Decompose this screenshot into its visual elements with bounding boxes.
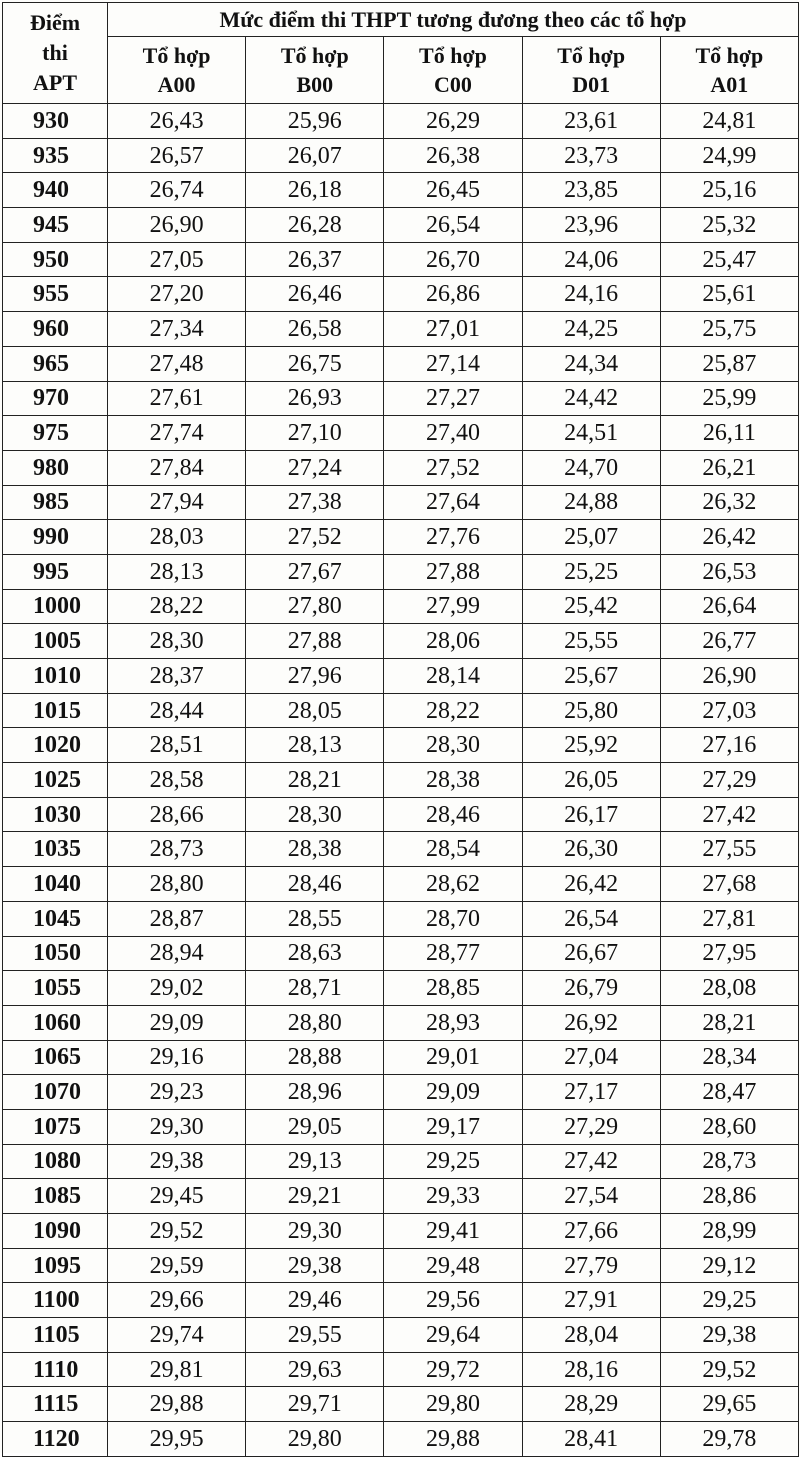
equivalent-score-cell: 28,86 — [660, 1179, 798, 1214]
equivalent-score-cell: 25,87 — [660, 346, 798, 381]
equivalent-score-cell: 25,25 — [522, 554, 660, 589]
equivalent-score-cell: 25,47 — [660, 242, 798, 277]
equivalent-score-cell: 27,20 — [108, 277, 246, 312]
table-row — [3, 589, 799, 624]
equivalent-score-cell: 26,11 — [660, 416, 798, 451]
equivalent-score-cell: 28,58 — [108, 763, 246, 798]
equivalent-score-cell: 26,67 — [522, 936, 660, 971]
table-body — [3, 104, 799, 1457]
apt-header-line: thi — [42, 40, 68, 65]
equivalent-score-cell: 26,57 — [108, 138, 246, 173]
equivalent-score-cell: 23,73 — [522, 138, 660, 173]
apt-score-cell: 980 — [3, 450, 108, 485]
table-row — [3, 763, 799, 798]
table-row — [3, 971, 799, 1006]
apt-score-cell: 995 — [3, 554, 108, 589]
equivalent-score-cell: 28,80 — [108, 867, 246, 902]
equivalent-score-cell: 27,88 — [384, 554, 522, 589]
table-row — [3, 728, 799, 763]
equivalent-score-cell: 29,21 — [246, 1179, 384, 1214]
apt-score-cell: 1080 — [3, 1144, 108, 1179]
column-header-prefix: Tổ hợp — [419, 43, 487, 68]
equivalent-score-cell: 27,38 — [246, 485, 384, 520]
equivalent-score-cell: 29,13 — [246, 1144, 384, 1179]
equivalent-score-cell: 29,30 — [108, 1109, 246, 1144]
table-row — [3, 1283, 799, 1318]
equivalent-score-cell: 29,78 — [660, 1422, 798, 1457]
equivalent-score-cell: 24,70 — [522, 450, 660, 485]
equivalent-score-cell: 28,30 — [108, 624, 246, 659]
equivalent-score-cell: 29,38 — [660, 1318, 798, 1353]
table-row — [3, 208, 799, 243]
equivalent-score-cell: 27,16 — [660, 728, 798, 763]
column-header-code: B00 — [296, 72, 334, 97]
equivalent-score-cell: 26,54 — [384, 208, 522, 243]
apt-score-cell: 990 — [3, 520, 108, 555]
equivalent-score-cell: 28,38 — [384, 763, 522, 798]
equivalent-score-cell: 29,33 — [384, 1179, 522, 1214]
table-row — [3, 381, 799, 416]
equivalent-score-cell: 26,64 — [660, 589, 798, 624]
equivalent-score-cell: 29,01 — [384, 1040, 522, 1075]
apt-score-cell: 960 — [3, 312, 108, 347]
table-row — [3, 832, 799, 867]
table-row — [3, 1387, 799, 1422]
table-row — [3, 1040, 799, 1075]
equivalent-score-cell: 28,13 — [108, 554, 246, 589]
equivalent-score-cell: 25,55 — [522, 624, 660, 659]
equivalent-score-cell: 28,06 — [384, 624, 522, 659]
table-row — [3, 1422, 799, 1457]
equivalent-score-cell: 29,25 — [660, 1283, 798, 1318]
table-row — [3, 624, 799, 659]
table-row — [3, 138, 799, 173]
equivalent-score-cell: 27,91 — [522, 1283, 660, 1318]
table-row — [3, 554, 799, 589]
equivalent-score-cell: 27,14 — [384, 346, 522, 381]
table-row — [3, 1075, 799, 1110]
equivalent-score-cell: 26,86 — [384, 277, 522, 312]
equivalent-score-cell: 29,59 — [108, 1248, 246, 1283]
apt-score-cell: 1055 — [3, 971, 108, 1006]
equivalent-score-cell: 28,51 — [108, 728, 246, 763]
apt-score-cell: 1065 — [3, 1040, 108, 1075]
equivalent-score-cell: 26,28 — [246, 208, 384, 243]
equivalent-score-cell: 24,16 — [522, 277, 660, 312]
equivalent-score-cell: 29,23 — [108, 1075, 246, 1110]
equivalent-score-cell: 27,42 — [660, 797, 798, 832]
apt-score-cell: 1070 — [3, 1075, 108, 1110]
apt-score-cell: 1110 — [3, 1352, 108, 1387]
equivalent-score-cell: 27,74 — [108, 416, 246, 451]
equivalent-score-cell: 27,52 — [384, 450, 522, 485]
equivalent-score-cell: 29,25 — [384, 1144, 522, 1179]
equivalent-score-cell: 25,07 — [522, 520, 660, 555]
apt-score-cell: 965 — [3, 346, 108, 381]
equivalent-score-cell: 29,09 — [384, 1075, 522, 1110]
table-row — [3, 104, 799, 139]
apt-score-cell: 930 — [3, 104, 108, 139]
equivalent-score-cell: 27,17 — [522, 1075, 660, 1110]
equivalent-score-cell: 28,73 — [108, 832, 246, 867]
table-row — [3, 901, 799, 936]
apt-score-cell: 935 — [3, 138, 108, 173]
equivalent-score-cell: 27,48 — [108, 346, 246, 381]
equivalent-score-cell: 28,41 — [522, 1422, 660, 1457]
apt-score-cell: 1090 — [3, 1214, 108, 1249]
table-row — [3, 416, 799, 451]
equivalent-score-cell: 27,80 — [246, 589, 384, 624]
equivalent-score-cell: 28,63 — [246, 936, 384, 971]
equivalent-score-cell: 29,38 — [108, 1144, 246, 1179]
table-row — [3, 797, 799, 832]
equivalent-score-cell: 28,38 — [246, 832, 384, 867]
table-row — [3, 1214, 799, 1249]
apt-score-cell: 1105 — [3, 1318, 108, 1353]
equivalent-score-cell: 26,43 — [108, 104, 246, 139]
equivalent-score-cell: 27,84 — [108, 450, 246, 485]
apt-score-cell: 955 — [3, 277, 108, 312]
table-row — [3, 242, 799, 277]
equivalent-score-cell: 29,17 — [384, 1109, 522, 1144]
equivalent-score-cell: 26,53 — [660, 554, 798, 589]
table-row — [3, 693, 799, 728]
column-header-prefix: Tổ hợp — [695, 43, 764, 68]
column-header-code: A00 — [157, 72, 196, 97]
apt-score-cell: 945 — [3, 208, 108, 243]
table-row — [3, 1109, 799, 1144]
equivalent-score-cell: 25,96 — [246, 104, 384, 139]
equivalent-score-cell: 29,12 — [660, 1248, 798, 1283]
equivalent-score-cell: 25,67 — [522, 659, 660, 694]
equivalent-score-cell: 28,55 — [246, 901, 384, 936]
equivalent-score-cell: 27,27 — [384, 381, 522, 416]
equivalent-score-cell: 27,10 — [246, 416, 384, 451]
apt-score-cell: 940 — [3, 173, 108, 208]
equivalent-score-cell: 24,88 — [522, 485, 660, 520]
equivalent-score-cell: 26,07 — [246, 138, 384, 173]
equivalent-score-cell: 29,46 — [246, 1283, 384, 1318]
equivalent-score-cell: 25,75 — [660, 312, 798, 347]
equivalent-score-cell: 26,77 — [660, 624, 798, 659]
equivalent-score-cell: 28,21 — [660, 1005, 798, 1040]
equivalent-score-cell: 27,88 — [246, 624, 384, 659]
equivalent-score-cell: 28,93 — [384, 1005, 522, 1040]
equivalent-score-cell: 27,29 — [660, 763, 798, 798]
table-row — [3, 1005, 799, 1040]
equivalent-score-cell: 26,17 — [522, 797, 660, 832]
equivalent-score-cell: 26,21 — [660, 450, 798, 485]
equivalent-score-cell: 23,85 — [522, 173, 660, 208]
apt-score-cell: 1060 — [3, 1005, 108, 1040]
equivalent-score-cell: 27,24 — [246, 450, 384, 485]
table-row — [3, 1144, 799, 1179]
apt-score-cell: 1045 — [3, 901, 108, 936]
equivalent-score-cell: 29,81 — [108, 1352, 246, 1387]
equivalent-score-cell: 28,94 — [108, 936, 246, 971]
equivalent-score-cell: 26,42 — [660, 520, 798, 555]
table-row — [3, 936, 799, 971]
equivalent-score-cell: 27,94 — [108, 485, 246, 520]
table-row — [3, 1179, 799, 1214]
equivalent-score-cell: 26,42 — [522, 867, 660, 902]
equivalent-score-cell: 26,70 — [384, 242, 522, 277]
table-row — [3, 450, 799, 485]
equivalent-score-cell: 27,42 — [522, 1144, 660, 1179]
equivalent-score-cell: 27,95 — [660, 936, 798, 971]
equivalent-score-cell: 27,40 — [384, 416, 522, 451]
table-row — [3, 1248, 799, 1283]
apt-score-cell: 970 — [3, 381, 108, 416]
apt-score-cell: 1115 — [3, 1387, 108, 1422]
equivalent-score-cell: 26,05 — [522, 763, 660, 798]
column-header-code: A01 — [710, 72, 749, 97]
equivalent-score-cell: 29,74 — [108, 1318, 246, 1353]
equivalent-score-cell: 29,56 — [384, 1283, 522, 1318]
equivalent-score-cell: 26,54 — [522, 901, 660, 936]
equivalent-score-cell: 27,76 — [384, 520, 522, 555]
equivalent-score-cell: 26,79 — [522, 971, 660, 1006]
table-row — [3, 346, 799, 381]
apt-header-line: APT — [33, 70, 77, 95]
equivalent-score-cell: 27,79 — [522, 1248, 660, 1283]
equivalent-score-cell: 27,34 — [108, 312, 246, 347]
equivalent-score-cell: 29,16 — [108, 1040, 246, 1075]
equivalent-score-cell: 28,03 — [108, 520, 246, 555]
column-header-prefix: Tổ hợp — [280, 43, 349, 68]
equivalent-score-cell: 29,30 — [246, 1214, 384, 1249]
equivalent-score-cell: 29,38 — [246, 1248, 384, 1283]
equivalent-score-cell: 24,25 — [522, 312, 660, 347]
equivalent-score-cell: 26,93 — [246, 381, 384, 416]
equivalent-score-cell: 29,48 — [384, 1248, 522, 1283]
equivalent-score-cell: 27,81 — [660, 901, 798, 936]
equivalent-score-cell: 29,66 — [108, 1283, 246, 1318]
table-row — [3, 173, 799, 208]
equivalent-score-cell: 29,63 — [246, 1352, 384, 1387]
column-header-b00 — [246, 37, 384, 104]
table-row — [3, 277, 799, 312]
equivalent-score-cell: 28,88 — [246, 1040, 384, 1075]
equivalent-score-cell: 28,22 — [108, 589, 246, 624]
apt-header-line: Điểm — [29, 10, 81, 35]
equivalent-score-cell: 29,09 — [108, 1005, 246, 1040]
apt-score-cell: 1120 — [3, 1422, 108, 1457]
column-header-prefix: Tổ hợp — [142, 43, 211, 68]
table-row — [3, 312, 799, 347]
apt-score-cell: 975 — [3, 416, 108, 451]
equivalent-score-cell: 26,92 — [522, 1005, 660, 1040]
equivalent-score-cell: 24,99 — [660, 138, 798, 173]
equivalent-score-cell: 26,75 — [246, 346, 384, 381]
equivalent-score-cell: 29,64 — [384, 1318, 522, 1353]
equivalent-score-cell: 27,01 — [384, 312, 522, 347]
equivalent-score-cell: 28,66 — [108, 797, 246, 832]
equivalent-score-cell: 23,96 — [522, 208, 660, 243]
equivalent-score-cell: 25,80 — [522, 693, 660, 728]
apt-score-cell: 1085 — [3, 1179, 108, 1214]
apt-score-cell: 1075 — [3, 1109, 108, 1144]
equivalent-score-cell: 29,88 — [384, 1422, 522, 1457]
equivalent-score-cell: 27,61 — [108, 381, 246, 416]
equivalent-score-cell: 24,06 — [522, 242, 660, 277]
column-header-a00 — [108, 37, 246, 104]
equivalent-score-cell: 28,70 — [384, 901, 522, 936]
equivalent-score-cell: 27,68 — [660, 867, 798, 902]
apt-score-cell: 1000 — [3, 589, 108, 624]
table-row — [3, 659, 799, 694]
equivalent-score-cell: 29,80 — [246, 1422, 384, 1457]
equivalent-score-cell: 26,18 — [246, 173, 384, 208]
equivalent-score-cell: 29,52 — [660, 1352, 798, 1387]
equivalent-score-cell: 28,87 — [108, 901, 246, 936]
equivalent-score-cell: 28,44 — [108, 693, 246, 728]
apt-score-cell: 1050 — [3, 936, 108, 971]
equivalent-score-cell: 28,30 — [384, 728, 522, 763]
equivalent-score-cell: 26,74 — [108, 173, 246, 208]
equivalent-score-cell: 26,58 — [246, 312, 384, 347]
apt-score-cell: 1020 — [3, 728, 108, 763]
equivalent-score-cell: 25,42 — [522, 589, 660, 624]
column-header-c00 — [384, 37, 522, 104]
equivalent-score-cell: 27,66 — [522, 1214, 660, 1249]
column-header-a01 — [660, 37, 798, 104]
equivalent-score-cell: 28,73 — [660, 1144, 798, 1179]
table-row — [3, 1318, 799, 1353]
equivalent-score-cell: 28,21 — [246, 763, 384, 798]
apt-score-cell: 1010 — [3, 659, 108, 694]
equivalent-score-cell: 29,80 — [384, 1387, 522, 1422]
table-row — [3, 867, 799, 902]
equivalent-score-cell: 28,77 — [384, 936, 522, 971]
equivalent-score-cell: 24,81 — [660, 104, 798, 139]
equivalent-score-cell: 27,96 — [246, 659, 384, 694]
equivalent-score-cell: 27,64 — [384, 485, 522, 520]
apt-score-cell: 1035 — [3, 832, 108, 867]
apt-score-cell: 950 — [3, 242, 108, 277]
apt-score-cell: 1040 — [3, 867, 108, 902]
apt-score-cell: 1005 — [3, 624, 108, 659]
equivalent-score-cell: 29,41 — [384, 1214, 522, 1249]
equivalent-score-cell: 29,02 — [108, 971, 246, 1006]
equivalent-score-cell: 26,30 — [522, 832, 660, 867]
equivalent-score-cell: 27,04 — [522, 1040, 660, 1075]
equivalent-score-cell: 25,32 — [660, 208, 798, 243]
equivalent-score-cell: 28,05 — [246, 693, 384, 728]
column-header-code: C00 — [434, 72, 472, 97]
apt-score-cell: 985 — [3, 485, 108, 520]
equivalent-score-cell: 27,05 — [108, 242, 246, 277]
table-row — [3, 520, 799, 555]
equivalent-score-cell: 28,80 — [246, 1005, 384, 1040]
equivalent-score-cell: 28,62 — [384, 867, 522, 902]
equivalent-score-cell: 23,61 — [522, 104, 660, 139]
equivalent-score-cell: 27,67 — [246, 554, 384, 589]
equivalent-score-cell: 26,32 — [660, 485, 798, 520]
equivalent-score-cell: 28,46 — [246, 867, 384, 902]
equivalent-score-cell: 28,54 — [384, 832, 522, 867]
equivalent-score-cell: 28,08 — [660, 971, 798, 1006]
equivalent-score-cell: 28,34 — [660, 1040, 798, 1075]
equivalent-score-cell: 28,37 — [108, 659, 246, 694]
equivalent-score-cell: 25,99 — [660, 381, 798, 416]
equivalent-score-cell: 26,46 — [246, 277, 384, 312]
equivalent-score-cell: 28,16 — [522, 1352, 660, 1387]
equivalent-score-cell: 24,42 — [522, 381, 660, 416]
equivalent-score-cell: 28,96 — [246, 1075, 384, 1110]
table-row — [3, 485, 799, 520]
apt-score-cell: 1100 — [3, 1283, 108, 1318]
equivalent-score-cell: 28,47 — [660, 1075, 798, 1110]
equivalent-score-cell: 27,03 — [660, 693, 798, 728]
equivalent-score-cell: 28,30 — [246, 797, 384, 832]
equivalent-score-cell: 28,29 — [522, 1387, 660, 1422]
equivalent-score-cell: 29,45 — [108, 1179, 246, 1214]
apt-score-cell: 1025 — [3, 763, 108, 798]
equivalent-score-cell: 26,45 — [384, 173, 522, 208]
equivalent-score-cell: 26,90 — [660, 659, 798, 694]
equivalent-score-cell: 26,38 — [384, 138, 522, 173]
equivalent-score-cell: 25,61 — [660, 277, 798, 312]
equivalent-score-cell: 25,16 — [660, 173, 798, 208]
equivalent-score-cell: 29,71 — [246, 1387, 384, 1422]
score-conversion-table — [2, 2, 799, 1457]
apt-score-cell: 1095 — [3, 1248, 108, 1283]
equivalent-score-cell: 26,90 — [108, 208, 246, 243]
equivalent-score-cell: 29,72 — [384, 1352, 522, 1387]
equivalent-score-cell: 27,55 — [660, 832, 798, 867]
equivalent-score-cell: 28,14 — [384, 659, 522, 694]
equivalent-score-cell: 28,13 — [246, 728, 384, 763]
equivalent-score-cell: 28,22 — [384, 693, 522, 728]
equivalent-score-cell: 26,29 — [384, 104, 522, 139]
equivalent-score-cell: 28,71 — [246, 971, 384, 1006]
equivalent-score-cell: 29,05 — [246, 1109, 384, 1144]
equivalent-score-cell: 27,99 — [384, 589, 522, 624]
equivalent-score-cell: 25,92 — [522, 728, 660, 763]
equivalent-score-cell: 27,29 — [522, 1109, 660, 1144]
apt-score-cell: 1015 — [3, 693, 108, 728]
column-header-code: D01 — [572, 72, 611, 97]
apt-score-cell: 1030 — [3, 797, 108, 832]
column-header-prefix: Tổ hợp — [557, 43, 626, 68]
equivalent-score-cell: 29,88 — [108, 1387, 246, 1422]
equivalent-score-cell: 26,37 — [246, 242, 384, 277]
equivalent-score-cell: 27,52 — [246, 520, 384, 555]
equivalent-score-cell: 24,34 — [522, 346, 660, 381]
equivalent-score-cell: 29,95 — [108, 1422, 246, 1457]
equivalent-score-cell: 29,55 — [246, 1318, 384, 1353]
equivalent-score-cell: 29,65 — [660, 1387, 798, 1422]
equivalent-score-cell: 28,99 — [660, 1214, 798, 1249]
equivalent-score-cell: 29,52 — [108, 1214, 246, 1249]
equivalent-score-cell: 28,46 — [384, 797, 522, 832]
equivalent-score-cell: 24,51 — [522, 416, 660, 451]
equivalent-score-cell: 28,85 — [384, 971, 522, 1006]
equivalent-score-cell: 27,54 — [522, 1179, 660, 1214]
table-row — [3, 1352, 799, 1387]
apt-score-header — [3, 3, 108, 104]
column-header-d01 — [522, 37, 660, 104]
equivalent-score-cell: 28,04 — [522, 1318, 660, 1353]
table-title: Mức điểm thi THPT tương đương theo các tổ hợp — [108, 3, 799, 37]
equivalent-score-cell: 28,60 — [660, 1109, 798, 1144]
